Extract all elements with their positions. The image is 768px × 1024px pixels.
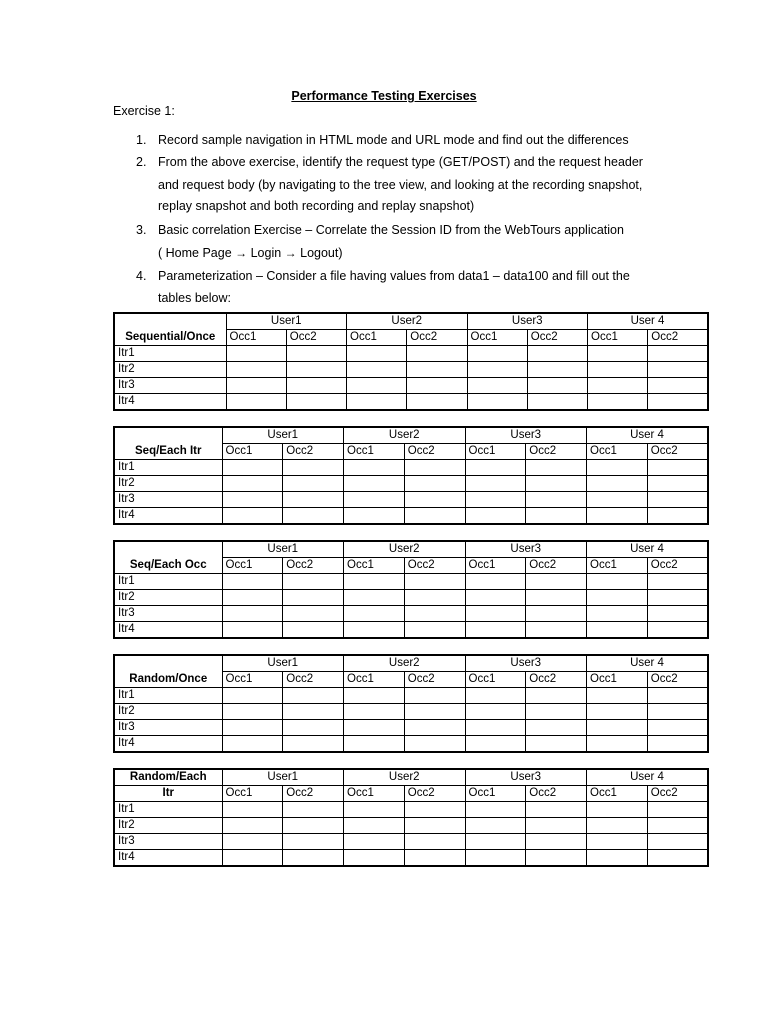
user-header: User3 (467, 313, 588, 330)
table-cell[interactable] (526, 802, 587, 818)
table-cell[interactable] (647, 834, 708, 850)
param-table-4 (113, 654, 709, 753)
user-header: User1 (222, 655, 344, 672)
table-header-blank (114, 427, 222, 444)
arrow-right-icon: → (284, 246, 297, 260)
table-cell[interactable] (222, 508, 283, 525)
occ-header: Occ2 (526, 786, 587, 802)
table-cell[interactable] (404, 590, 465, 606)
table-cell[interactable] (344, 802, 405, 818)
table-cell[interactable] (404, 606, 465, 622)
table-cell[interactable] (286, 394, 346, 411)
table-cell[interactable] (465, 606, 526, 622)
table-row (114, 460, 708, 476)
user-header: User 4 (587, 655, 709, 672)
table-row (114, 720, 708, 736)
param-table-2 (113, 426, 709, 525)
table-row (114, 362, 708, 378)
table-cell[interactable] (526, 720, 587, 736)
occ-header: Occ2 (283, 672, 344, 688)
occ-header: Occ1 (587, 444, 648, 460)
iteration-label: Itr3 (114, 834, 222, 850)
user-header: User1 (222, 541, 344, 558)
table-cell[interactable] (404, 818, 465, 834)
table-cell[interactable] (344, 688, 405, 704)
table-cell[interactable] (465, 476, 526, 492)
table-cell[interactable] (344, 720, 405, 736)
iteration-label: Itr4 (114, 622, 222, 639)
table-cell[interactable] (404, 476, 465, 492)
table-cell[interactable] (222, 834, 283, 850)
iteration-label: Itr1 (114, 574, 222, 590)
table-cell[interactable] (587, 850, 648, 867)
table-cell[interactable] (283, 736, 344, 753)
table-cell[interactable] (587, 574, 648, 590)
table-cell[interactable] (465, 818, 526, 834)
iteration-label: Itr3 (114, 492, 222, 508)
table-cell[interactable] (344, 508, 405, 525)
table-row (114, 590, 708, 606)
table-cell[interactable] (222, 606, 283, 622)
table-cell[interactable] (222, 460, 283, 476)
table-label: Seq/Each Itr (114, 444, 222, 460)
occ-header: Occ1 (588, 330, 648, 346)
table-cell[interactable] (286, 346, 346, 362)
table-cell[interactable] (587, 736, 648, 753)
user-header: User3 (465, 541, 587, 558)
table-cell[interactable] (588, 394, 648, 411)
occ-header: Occ2 (526, 558, 587, 574)
item-number-1: 1. (136, 133, 147, 147)
table-row (114, 492, 708, 508)
occ-header: Occ1 (347, 330, 407, 346)
user-header: User 4 (587, 769, 709, 786)
table-cell[interactable] (465, 834, 526, 850)
table-cell[interactable] (344, 818, 405, 834)
item-1-line-1: Record sample navigation in HTML mode and URL mode and find out the differences (158, 133, 629, 147)
param-table-1 (113, 312, 709, 411)
table-cell[interactable] (344, 834, 405, 850)
table-cell[interactable] (467, 394, 527, 411)
table-cell[interactable] (647, 720, 708, 736)
table-cell[interactable] (283, 688, 344, 704)
iteration-label: Itr3 (114, 720, 222, 736)
table-cell[interactable] (347, 346, 407, 362)
iteration-label: Itr2 (114, 476, 222, 492)
table-cell[interactable] (587, 688, 648, 704)
table-cell[interactable] (226, 362, 286, 378)
iteration-label: Itr1 (114, 460, 222, 476)
item-2-line-3: replay snapshot and both recording and replay snapshot) (158, 199, 475, 213)
table-cell[interactable] (526, 704, 587, 720)
table-row (114, 850, 708, 867)
table-cell[interactable] (588, 346, 648, 362)
table-cell[interactable] (648, 346, 708, 362)
user-header: User 4 (587, 427, 709, 444)
table-cell[interactable] (344, 606, 405, 622)
table-cell[interactable] (526, 736, 587, 753)
table-cell[interactable] (222, 802, 283, 818)
table-row (114, 378, 708, 394)
table-cell[interactable] (647, 704, 708, 720)
table-cell[interactable] (527, 378, 587, 394)
table-cell[interactable] (588, 378, 648, 394)
table-cell[interactable] (347, 362, 407, 378)
item-3-text-a: ( Home Page (158, 246, 236, 260)
table-cell[interactable] (647, 476, 708, 492)
table-header-blank (114, 313, 226, 330)
iteration-label: Itr4 (114, 850, 222, 867)
table-cell[interactable] (222, 688, 283, 704)
table-label-top: Random/Each (114, 769, 222, 786)
user-header: User3 (465, 769, 587, 786)
occ-header: Occ2 (283, 444, 344, 460)
table-cell[interactable] (587, 476, 648, 492)
exercise-heading: Exercise 1: (113, 104, 175, 118)
item-4-line-2: tables below: (158, 291, 231, 305)
user-header: User1 (222, 769, 344, 786)
table-cell[interactable] (648, 394, 708, 411)
table-cell[interactable] (587, 622, 648, 639)
iteration-label: Itr2 (114, 818, 222, 834)
table-cell[interactable] (283, 622, 344, 639)
table-cell[interactable] (222, 574, 283, 590)
item-number-3: 3. (136, 223, 147, 237)
occ-header: Occ2 (407, 330, 467, 346)
table-cell[interactable] (404, 622, 465, 639)
table-cell[interactable] (286, 378, 346, 394)
iteration-label: Itr1 (114, 802, 222, 818)
occ-header: Occ1 (465, 786, 526, 802)
occ-header: Occ2 (526, 444, 587, 460)
table-cell[interactable] (222, 492, 283, 508)
table-cell[interactable] (283, 492, 344, 508)
occ-header: Occ1 (222, 444, 283, 460)
table-cell[interactable] (647, 802, 708, 818)
table-cell[interactable] (283, 508, 344, 525)
occ-header: Occ2 (404, 444, 465, 460)
table-cell[interactable] (647, 508, 708, 525)
table-cell[interactable] (344, 736, 405, 753)
table-cell[interactable] (647, 460, 708, 476)
table-row (114, 736, 708, 753)
occ-header: Occ2 (404, 786, 465, 802)
table-cell[interactable] (527, 394, 587, 411)
table-cell[interactable] (222, 736, 283, 753)
table-cell[interactable] (344, 590, 405, 606)
table-cell[interactable] (222, 590, 283, 606)
item-3-text-c: Logout) (296, 246, 343, 260)
table-row (114, 622, 708, 639)
table-row (114, 802, 708, 818)
iteration-label: Itr4 (114, 508, 222, 525)
table-cell[interactable] (465, 492, 526, 508)
item-number-4: 4. (136, 269, 147, 283)
table-cell[interactable] (465, 688, 526, 704)
table-cell[interactable] (526, 460, 587, 476)
table-cell[interactable] (526, 590, 587, 606)
occ-header: Occ1 (587, 558, 648, 574)
table-cell[interactable] (404, 720, 465, 736)
occ-header: Occ2 (648, 330, 708, 346)
table-cell[interactable] (647, 850, 708, 867)
iteration-label: Itr3 (114, 378, 226, 394)
table-cell[interactable] (404, 802, 465, 818)
table-cell[interactable] (407, 394, 467, 411)
iteration-label: Itr2 (114, 704, 222, 720)
occ-header: Occ1 (222, 672, 283, 688)
user-header: User2 (344, 655, 466, 672)
user-header: User3 (465, 655, 587, 672)
occ-header: Occ2 (647, 672, 708, 688)
iteration-label: Itr4 (114, 736, 222, 753)
table-cell[interactable] (465, 802, 526, 818)
table-label-bottom: Itr (114, 786, 222, 802)
item-3-line-2 (158, 246, 343, 260)
item-3-line-1: Basic correlation Exercise – Correlate the Session ID from the WebTours application (158, 223, 624, 237)
table-cell[interactable] (526, 818, 587, 834)
table-cell[interactable] (587, 818, 648, 834)
table-cell[interactable] (526, 850, 587, 867)
table-cell[interactable] (344, 704, 405, 720)
table-cell[interactable] (526, 622, 587, 639)
table-cell[interactable] (467, 346, 527, 362)
user-header: User1 (222, 427, 344, 444)
table-cell[interactable] (407, 346, 467, 362)
table-cell[interactable] (283, 574, 344, 590)
table-cell[interactable] (465, 720, 526, 736)
table-cell[interactable] (647, 622, 708, 639)
table-cell[interactable] (588, 362, 648, 378)
table-cell[interactable] (465, 736, 526, 753)
table-cell[interactable] (283, 590, 344, 606)
table-cell[interactable] (347, 394, 407, 411)
table-cell[interactable] (587, 802, 648, 818)
table-cell[interactable] (647, 492, 708, 508)
table-cell[interactable] (647, 574, 708, 590)
table-cell[interactable] (344, 476, 405, 492)
table-cell[interactable] (647, 818, 708, 834)
table-cell[interactable] (226, 394, 286, 411)
iteration-label: Itr2 (114, 590, 222, 606)
table-cell[interactable] (347, 378, 407, 394)
table-row (114, 688, 708, 704)
table-label: Sequential/Once (114, 330, 226, 346)
param-table-3 (113, 540, 709, 639)
table-cell[interactable] (222, 850, 283, 867)
table-cell[interactable] (587, 492, 648, 508)
user-header: User 4 (588, 313, 709, 330)
table-cell[interactable] (407, 362, 467, 378)
table-cell[interactable] (526, 606, 587, 622)
table-row (114, 704, 708, 720)
occ-header: Occ1 (467, 330, 527, 346)
table-cell[interactable] (465, 574, 526, 590)
table-cell[interactable] (344, 492, 405, 508)
occ-header: Occ1 (222, 786, 283, 802)
table-cell[interactable] (526, 688, 587, 704)
table-row (114, 574, 708, 590)
iteration-label: Itr1 (114, 688, 222, 704)
table-cell[interactable] (465, 460, 526, 476)
table-cell[interactable] (465, 704, 526, 720)
iteration-label: Itr2 (114, 362, 226, 378)
table-cell[interactable] (648, 378, 708, 394)
table-row (114, 476, 708, 492)
user-header: User1 (226, 313, 347, 330)
occ-header: Occ2 (526, 672, 587, 688)
occ-header: Occ2 (647, 444, 708, 460)
table-cell[interactable] (527, 346, 587, 362)
table-cell[interactable] (222, 622, 283, 639)
table-cell[interactable] (467, 378, 527, 394)
table-row (114, 508, 708, 525)
table-cell[interactable] (465, 508, 526, 525)
user-header: User2 (344, 769, 466, 786)
table-cell[interactable] (587, 460, 648, 476)
table-cell[interactable] (404, 508, 465, 525)
page-title: Performance Testing Exercises (291, 89, 477, 103)
table-cell[interactable] (647, 590, 708, 606)
table-cell[interactable] (283, 704, 344, 720)
table-cell[interactable] (404, 834, 465, 850)
table-cell[interactable] (283, 834, 344, 850)
iteration-label: Itr3 (114, 606, 222, 622)
table-cell[interactable] (587, 508, 648, 525)
table-cell[interactable] (283, 476, 344, 492)
user-header: User 4 (587, 541, 709, 558)
user-header: User2 (344, 427, 466, 444)
table-cell[interactable] (467, 362, 527, 378)
table-row (114, 394, 708, 411)
table-cell[interactable] (404, 704, 465, 720)
iteration-label: Itr4 (114, 394, 226, 411)
table-cell[interactable] (404, 574, 465, 590)
table-row (114, 818, 708, 834)
table-cell[interactable] (404, 688, 465, 704)
table-cell[interactable] (404, 736, 465, 753)
param-table-5 (113, 768, 709, 867)
table-label: Random/Once (114, 672, 222, 688)
occ-header: Occ2 (404, 672, 465, 688)
occ-header: Occ1 (465, 444, 526, 460)
user-header: User2 (347, 313, 468, 330)
occ-header: Occ1 (587, 672, 648, 688)
table-cell[interactable] (222, 704, 283, 720)
table-cell[interactable] (465, 850, 526, 867)
occ-header: Occ1 (344, 786, 405, 802)
occ-header: Occ2 (286, 330, 346, 346)
table-cell[interactable] (526, 574, 587, 590)
table-cell[interactable] (587, 720, 648, 736)
item-3-text-b: Login (247, 246, 285, 260)
occ-header: Occ2 (283, 786, 344, 802)
table-cell[interactable] (526, 834, 587, 850)
table-cell[interactable] (283, 606, 344, 622)
table-cell[interactable] (344, 622, 405, 639)
occ-header: Occ2 (647, 786, 708, 802)
table-row (114, 606, 708, 622)
occ-header: Occ1 (465, 558, 526, 574)
table-cell[interactable] (465, 622, 526, 639)
occ-header: Occ1 (344, 444, 405, 460)
table-cell[interactable] (465, 590, 526, 606)
occ-header: Occ1 (587, 786, 648, 802)
user-header: User2 (344, 541, 466, 558)
table-cell[interactable] (648, 362, 708, 378)
occ-header: Occ2 (283, 558, 344, 574)
table-cell[interactable] (407, 378, 467, 394)
table-cell[interactable] (283, 720, 344, 736)
table-cell[interactable] (226, 378, 286, 394)
arrow-right-icon: → (235, 246, 248, 260)
occ-header: Occ2 (404, 558, 465, 574)
table-cell[interactable] (587, 606, 648, 622)
table-cell[interactable] (647, 606, 708, 622)
table-cell[interactable] (222, 818, 283, 834)
table-cell[interactable] (222, 720, 283, 736)
table-cell[interactable] (283, 850, 344, 867)
table-header-blank (114, 655, 222, 672)
table-cell[interactable] (222, 476, 283, 492)
item-number-2: 2. (136, 155, 147, 169)
table-row (114, 346, 708, 362)
iteration-label: Itr1 (114, 346, 226, 362)
table-cell[interactable] (526, 508, 587, 525)
item-2-line-2: and request body (by navigating to the tree view, and looking at the recording snapshot, (158, 178, 643, 192)
table-cell[interactable] (344, 460, 405, 476)
occ-header: Occ1 (226, 330, 286, 346)
table-cell[interactable] (344, 850, 405, 867)
table-cell[interactable] (647, 688, 708, 704)
table-cell[interactable] (527, 362, 587, 378)
table-cell[interactable] (526, 492, 587, 508)
table-cell[interactable] (404, 492, 465, 508)
table-row (114, 834, 708, 850)
table-cell[interactable] (283, 802, 344, 818)
table-cell[interactable] (587, 704, 648, 720)
table-label: Seq/Each Occ (114, 558, 222, 574)
item-4-line-1: Parameterization – Consider a file having values from data1 – data100 and fill out the (158, 269, 630, 283)
table-header-blank (114, 541, 222, 558)
occ-header: Occ2 (527, 330, 587, 346)
occ-header: Occ2 (647, 558, 708, 574)
occ-header: Occ1 (222, 558, 283, 574)
table-cell[interactable] (283, 460, 344, 476)
occ-header: Occ1 (344, 672, 405, 688)
occ-header: Occ1 (344, 558, 405, 574)
table-cell[interactable] (587, 834, 648, 850)
user-header: User3 (465, 427, 587, 444)
item-2-line-1: From the above exercise, identify the request type (GET/POST) and the request header (158, 155, 643, 169)
table-cell[interactable] (286, 362, 346, 378)
table-cell[interactable] (283, 818, 344, 834)
table-cell[interactable] (344, 574, 405, 590)
table-cell[interactable] (226, 346, 286, 362)
table-cell[interactable] (404, 460, 465, 476)
table-cell[interactable] (647, 736, 708, 753)
table-cell[interactable] (404, 850, 465, 867)
occ-header: Occ1 (465, 672, 526, 688)
table-cell[interactable] (526, 476, 587, 492)
table-cell[interactable] (587, 590, 648, 606)
